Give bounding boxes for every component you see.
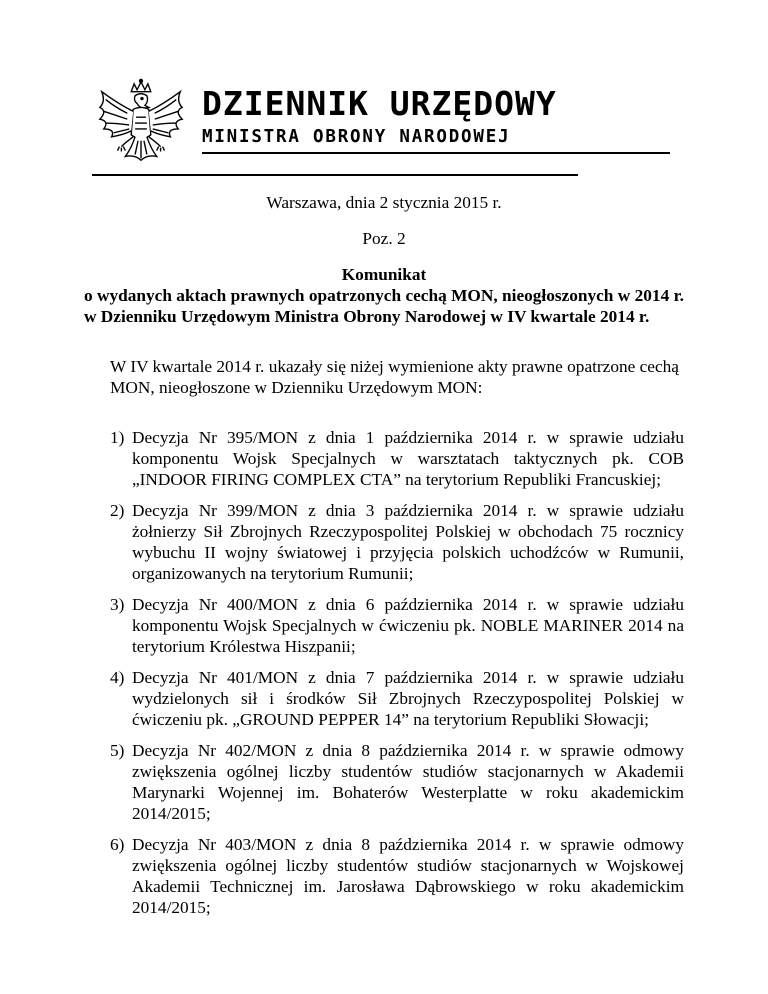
intro-paragraph: W IV kwartale 2014 r. ukazały się niżej wymienione akty prawne opatrzone cechą MON, nieogłoszone w Dzienniku Urzędowym MON: (110, 357, 679, 397)
list-item-text: Decyzja Nr 401/MON z dnia 7 października 2014 r. w sprawie udziału wydzielonych sił i środków Sił Zbrojnych Rzeczypospolitej Polskiej w ćwiczeniu pk. „GROUND PEPPER 14” na terytorium Republiki Słowacji; (132, 668, 684, 729)
list-item-number: 2) (110, 501, 125, 520)
list-item-number: 3) (110, 595, 125, 614)
list-item (110, 594, 684, 657)
header-underline (92, 174, 578, 176)
list-item (110, 740, 684, 824)
list-item-number: 6) (110, 835, 125, 854)
list-item-text: Decyzja Nr 402/MON z dnia 8 października 2014 r. w sprawie odmowy zwiększenia ogólnej liczby studentów studiów stacjonarnych w Akademii Marynarki Wojennej im. Bohaterów Westerplatte w roku akademickim 2014/2015; (132, 741, 684, 823)
polish-eagle-emblem-icon (92, 78, 190, 176)
list-item-number: 5) (110, 741, 125, 760)
heading-body: o wydanych aktach prawnych opatrzonych cechą MON, nieogłoszonych w 2014 r. w Dzienniku Urzędowym Ministra Obrony Narodowej w IV kwartale 2014 r. (84, 286, 684, 326)
list-item (110, 667, 684, 730)
list-item-text: Decyzja Nr 395/MON z dnia 1 października 2014 r. w sprawie udziału komponentu Wojsk Specjalnych w warsztatach taktycznych pk. COB „INDOOR FIRING COMPLEX CTA” na terytorium Republiki Francuskiej; (132, 428, 684, 489)
date-line: Warszawa, dnia 2 stycznia 2015 r. (266, 193, 502, 212)
list-item-text: Decyzja Nr 403/MON z dnia 8 października 2014 r. w sprawie odmowy zwiększenia ogólnej liczby studentów studiów stacjonarnych w Wojskowej Akademii Technicznej im. Jarosława Dąbrowskiego w roku akademickim 2014/2015; (132, 835, 684, 917)
list-item (110, 427, 684, 490)
list-item-text: Decyzja Nr 400/MON z dnia 6 października 2014 r. w sprawie udziału komponentu Wojsk Specjalnych w ćwiczeniu pk. NOBLE MARINER 2014 na terytorium Królestwa Hiszpanii; (132, 595, 684, 656)
heading-title: Komunikat (341, 265, 427, 284)
header-divider (202, 152, 670, 154)
journal-title: DZIENNIK URZĘDOWY (202, 84, 557, 123)
acts-list (110, 427, 684, 928)
list-item (110, 500, 684, 584)
announcement-heading (84, 264, 684, 327)
list-item-text: Decyzja Nr 399/MON z dnia 3 października 2014 r. w sprawie udziału żołnierzy Sił Zbrojnych Rzeczypospolitej Polskiej w obchodach 75 rocznicy wybuchu II wojny światowej i przyjęcia polskich uchodźców w Rumunii, organizowanych na terytorium Rumunii; (132, 501, 684, 583)
position-number: Poz. 2 (362, 229, 406, 248)
journal-subtitle: MINISTRA OBRONY NARODOWEJ (202, 127, 511, 147)
list-item (110, 834, 684, 918)
list-item-number: 4) (110, 668, 125, 687)
masthead (92, 78, 682, 178)
list-item-number: 1) (110, 428, 125, 447)
